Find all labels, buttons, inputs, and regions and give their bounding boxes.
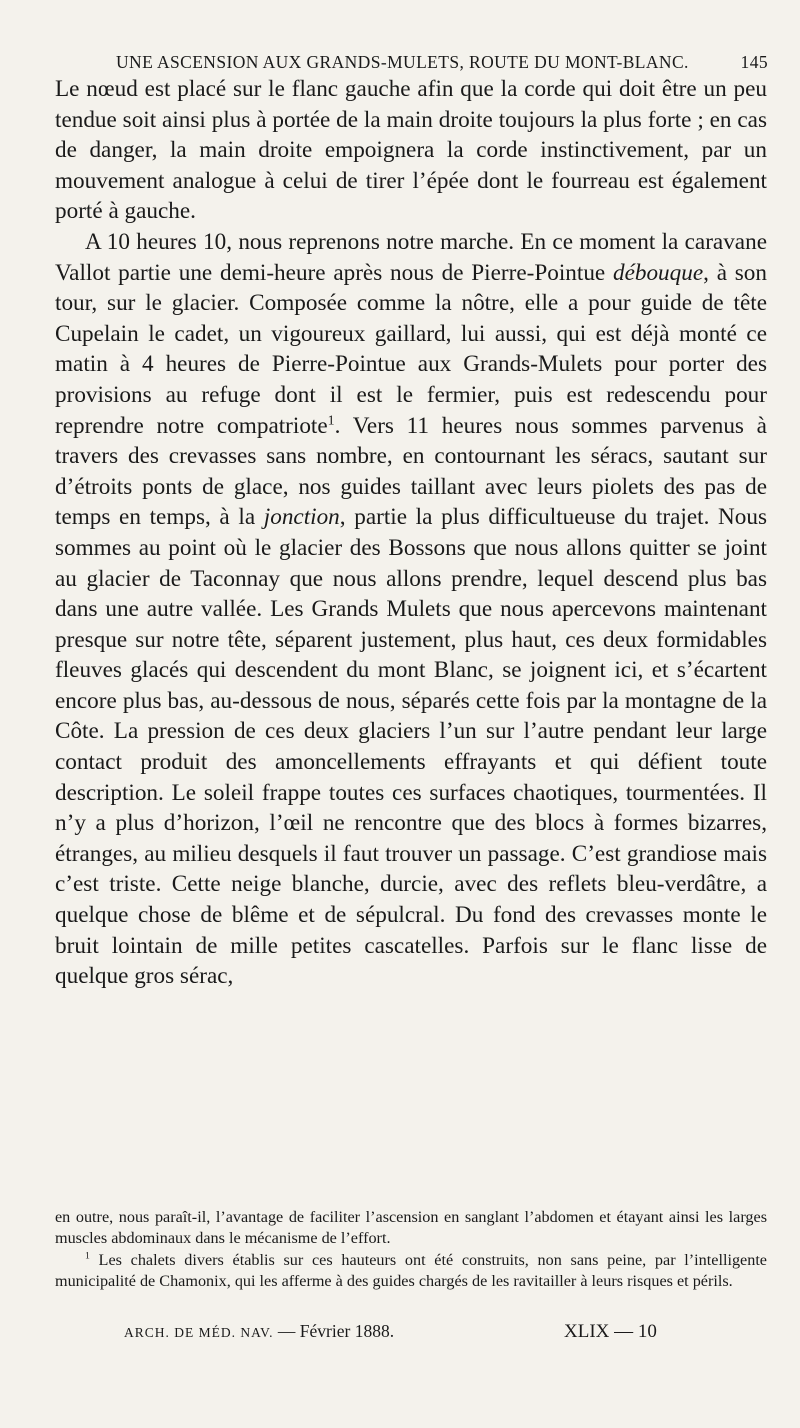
paragraph-2-text-a: A 10 heures 10, nous reprenons notre marche. En ce moment la caravane Vallot partie une demi-heure après nous de Pierre-Pointue [55,228,767,286]
running-title: UNE ASCENSION AUX GRANDS-MULETS, ROUTE DU MONT-BLANC. [116,52,689,72]
footnote-1-marker: 1 [85,1250,90,1262]
page-number: 145 [740,52,768,72]
paragraph-2-text-b: , à son tour, sur le glacier. Composée comme la nôtre, elle a pour guide de tête Cupelain le cadet, un vigoureux gaillard, lui aussi, qui est déjà monté ce matin à 4 heures de Pierre-Pointue aux Grands-Mulets pour porter des provisions au refuge dont il est le fermier, puis est redescendu pour reprendre notre compatriote [55,259,767,439]
paragraph-1: Le nœud est placé sur le flanc gauche afin que la corde qui doit être un peu tendue soit ainsi plus à portée de la main droite toujours la plus forte ; en cas de danger, la main droite empoignera la corde instinctivement, par un mouvement analogue à celui de tirer l’épée dont le fourreau est également porté à gauche. [55,76,767,225]
paragraph-2 [55,227,767,992]
issue-date: Février 1888. [299,1321,395,1341]
italic-jonction: jonction [263,504,340,531]
volume-signature: XLIX — 10 [564,1321,657,1342]
footer-dash: — [273,1321,300,1341]
footnote-1-text: Les chalets divers établis sur ces hauteurs ont été construits, non sans peine, par l’intelligente municipalité de Chamonix, qui les afferme à des guides chargés de les ravitailler à leurs risques et périls. [55,1250,767,1291]
main-text [55,74,767,992]
page-footer [124,1321,744,1342]
footnote-reference: 1 [327,412,335,428]
footnote-1 [55,1250,767,1293]
running-header [116,52,768,73]
footnote-continued: en outre, nous paraît-il, l’avantage de faciliter l’ascension en sanglant l’abdomen et étayant ainsi les larges muscles abdominaux dans le mécanisme de l’effort. [55,1208,767,1248]
paragraph-2-text-d: , partie la plus difficultueuse du trajet. Nous sommes au point où le glacier des Bossons que nous allons quitter se joint au glacier de Taconnay que nous allons prendre, lequel descend plus bas dans une autre vallée. Les Grands Mulets que nous apercevons maintenant presque sur notre tête, séparent justement, plus haut, ces deux formidables fleuves glacés qui descendent du mont Blanc, se joignent ici, et s’écartent encore plus bas, au-dessous de nous, séparés cette fois par la montagne de la Côte. La pression de ces deux glaciers l’un sur l’autre pendant leur large contact produit des amoncellements effrayants et qui défient toute description. Le soleil frappe toutes ces surfaces chaotiques, tourmentées. Il n’y a plus d’horizon, l’œil ne rencontre que des blocs à formes bizarres, étranges, au milieu desquels il faut trouver un passage. C’est grandiose mais c’est triste. Cette neige blanche, durcie, avec des reflets bleu-verdâtre, a quelque chose de blême et de sépulcral. Du fond des crevasses monte le bruit lointain de mille petites cascatelles. Parfois sur le flanc lisse de quelque gros sérac, [55,504,768,990]
paragraph-2-text-c: . Vers 11 heures nous sommes parvenus à travers des crevasses sans nombre, en contournant les séracs, sautant sur d’étroits ponts de glace, nos guides taillant avec leurs piolets des pas de temps en temps, à la [55,412,767,531]
journal-abbreviation: ARCH. DE MÉD. NAV. [124,1325,274,1340]
italic-debouque: débouque [612,259,704,286]
footnotes [55,1207,767,1293]
